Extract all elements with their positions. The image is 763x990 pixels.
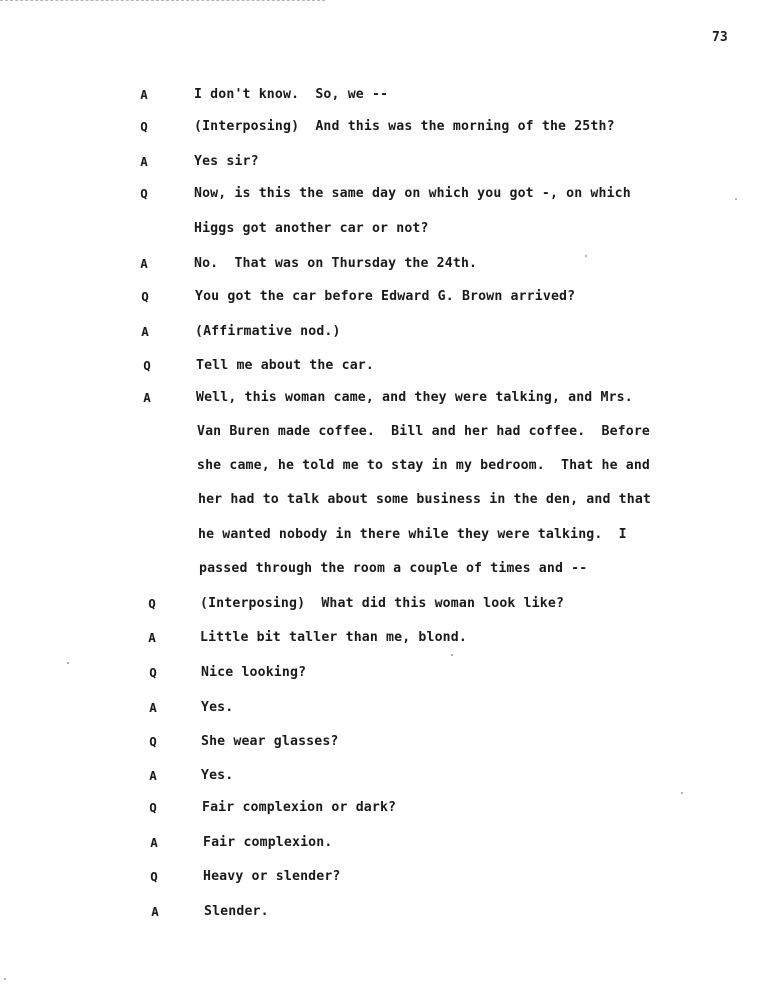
transcript-line: [0, 869, 763, 889]
line-text: Yes sir?: [194, 154, 259, 169]
transcript-line: [0, 256, 763, 276]
transcript-line: [0, 289, 763, 309]
speaker-label: Q: [149, 800, 157, 815]
scan-speck: [735, 198, 737, 200]
transcript-line: [0, 358, 763, 378]
speaker-label: A: [140, 87, 148, 102]
line-text: Yes.: [201, 768, 234, 783]
transcript-line: [0, 596, 763, 616]
speaker-label: A: [143, 390, 151, 405]
transcript-line: [0, 221, 763, 241]
line-text: Fair complexion or dark?: [202, 800, 397, 815]
line-text: Little bit taller than me, blond.: [200, 630, 467, 645]
line-text: Yes.: [201, 700, 234, 715]
transcript-line: [0, 424, 763, 444]
line-text: I don't know. So, we --: [194, 87, 389, 102]
speaker-label: Q: [140, 186, 148, 201]
speaker-label: Q: [148, 596, 156, 611]
transcript-line: [0, 904, 763, 924]
transcript-line: [0, 527, 763, 547]
line-text: Slender.: [204, 904, 269, 919]
transcript-line: [0, 119, 763, 139]
transcript-line: [0, 700, 763, 720]
line-text: (Interposing) What did this woman look like?: [200, 596, 565, 611]
line-text: she came, he told me to stay in my bedroom. That he and: [197, 458, 651, 473]
speaker-label: Q: [149, 734, 157, 749]
speaker-label: A: [149, 768, 157, 783]
line-text: Van Buren made coffee. Bill and her had coffee. Before: [197, 424, 651, 439]
line-text: You got the car before Edward G. Brown arrived?: [195, 289, 576, 304]
speaker-label: Q: [150, 869, 158, 884]
line-text: he wanted nobody in there while they were talking. I: [198, 527, 627, 542]
line-text: Fair complexion.: [203, 835, 333, 850]
speaker-label: Q: [140, 119, 148, 134]
line-text: passed through the room a couple of times and --: [199, 561, 588, 576]
speaker-label: Q: [149, 665, 157, 680]
line-text: her had to talk about some business in the den, and that: [198, 492, 652, 507]
transcript-line: [0, 87, 763, 107]
transcript-line: [0, 800, 763, 820]
scan-speck: [681, 792, 683, 794]
speaker-label: Q: [141, 289, 149, 304]
scan-speck: [4, 978, 6, 980]
line-text: Well, this woman came, and they were talking, and Mrs.: [196, 390, 633, 405]
speaker-label: A: [150, 835, 158, 850]
transcript-line: [0, 324, 763, 344]
speaker-label: A: [140, 154, 148, 169]
transcript-line: [0, 154, 763, 174]
speaker-label: A: [149, 700, 157, 715]
line-text: (Interposing) And this was the morning of the 25th?: [194, 119, 615, 134]
transcript-line: [0, 561, 763, 581]
scan-speck: [451, 654, 453, 656]
speaker-label: A: [151, 904, 159, 919]
line-text: She wear glasses?: [201, 734, 339, 749]
transcript-line: [0, 768, 763, 788]
transcript-line: [0, 458, 763, 478]
line-text: Nice looking?: [201, 665, 307, 680]
speaker-label: A: [141, 324, 149, 339]
transcript-line: [0, 835, 763, 855]
transcript-line: [0, 665, 763, 685]
line-text: Tell me about the car.: [196, 358, 374, 373]
transcript-line: [0, 186, 763, 206]
line-text: (Affirmative nod.): [195, 324, 341, 339]
speaker-label: Q: [143, 358, 151, 373]
speaker-label: A: [148, 630, 156, 645]
line-text: No. That was on Thursday the 24th.: [194, 256, 478, 271]
transcript-line: [0, 630, 763, 650]
scan-speck: [585, 255, 587, 257]
scan-speck: [67, 662, 69, 664]
page-number: 73: [712, 30, 728, 45]
line-text: Now, is this the same day on which you got -, on which: [194, 186, 631, 201]
transcript-line: [0, 734, 763, 754]
top-dashed-rule: [0, 0, 325, 1]
transcript-line: [0, 492, 763, 512]
transcript-line: [0, 390, 763, 410]
line-text: Higgs got another car or not?: [194, 221, 429, 236]
speaker-label: A: [140, 256, 148, 271]
line-text: Heavy or slender?: [203, 869, 341, 884]
